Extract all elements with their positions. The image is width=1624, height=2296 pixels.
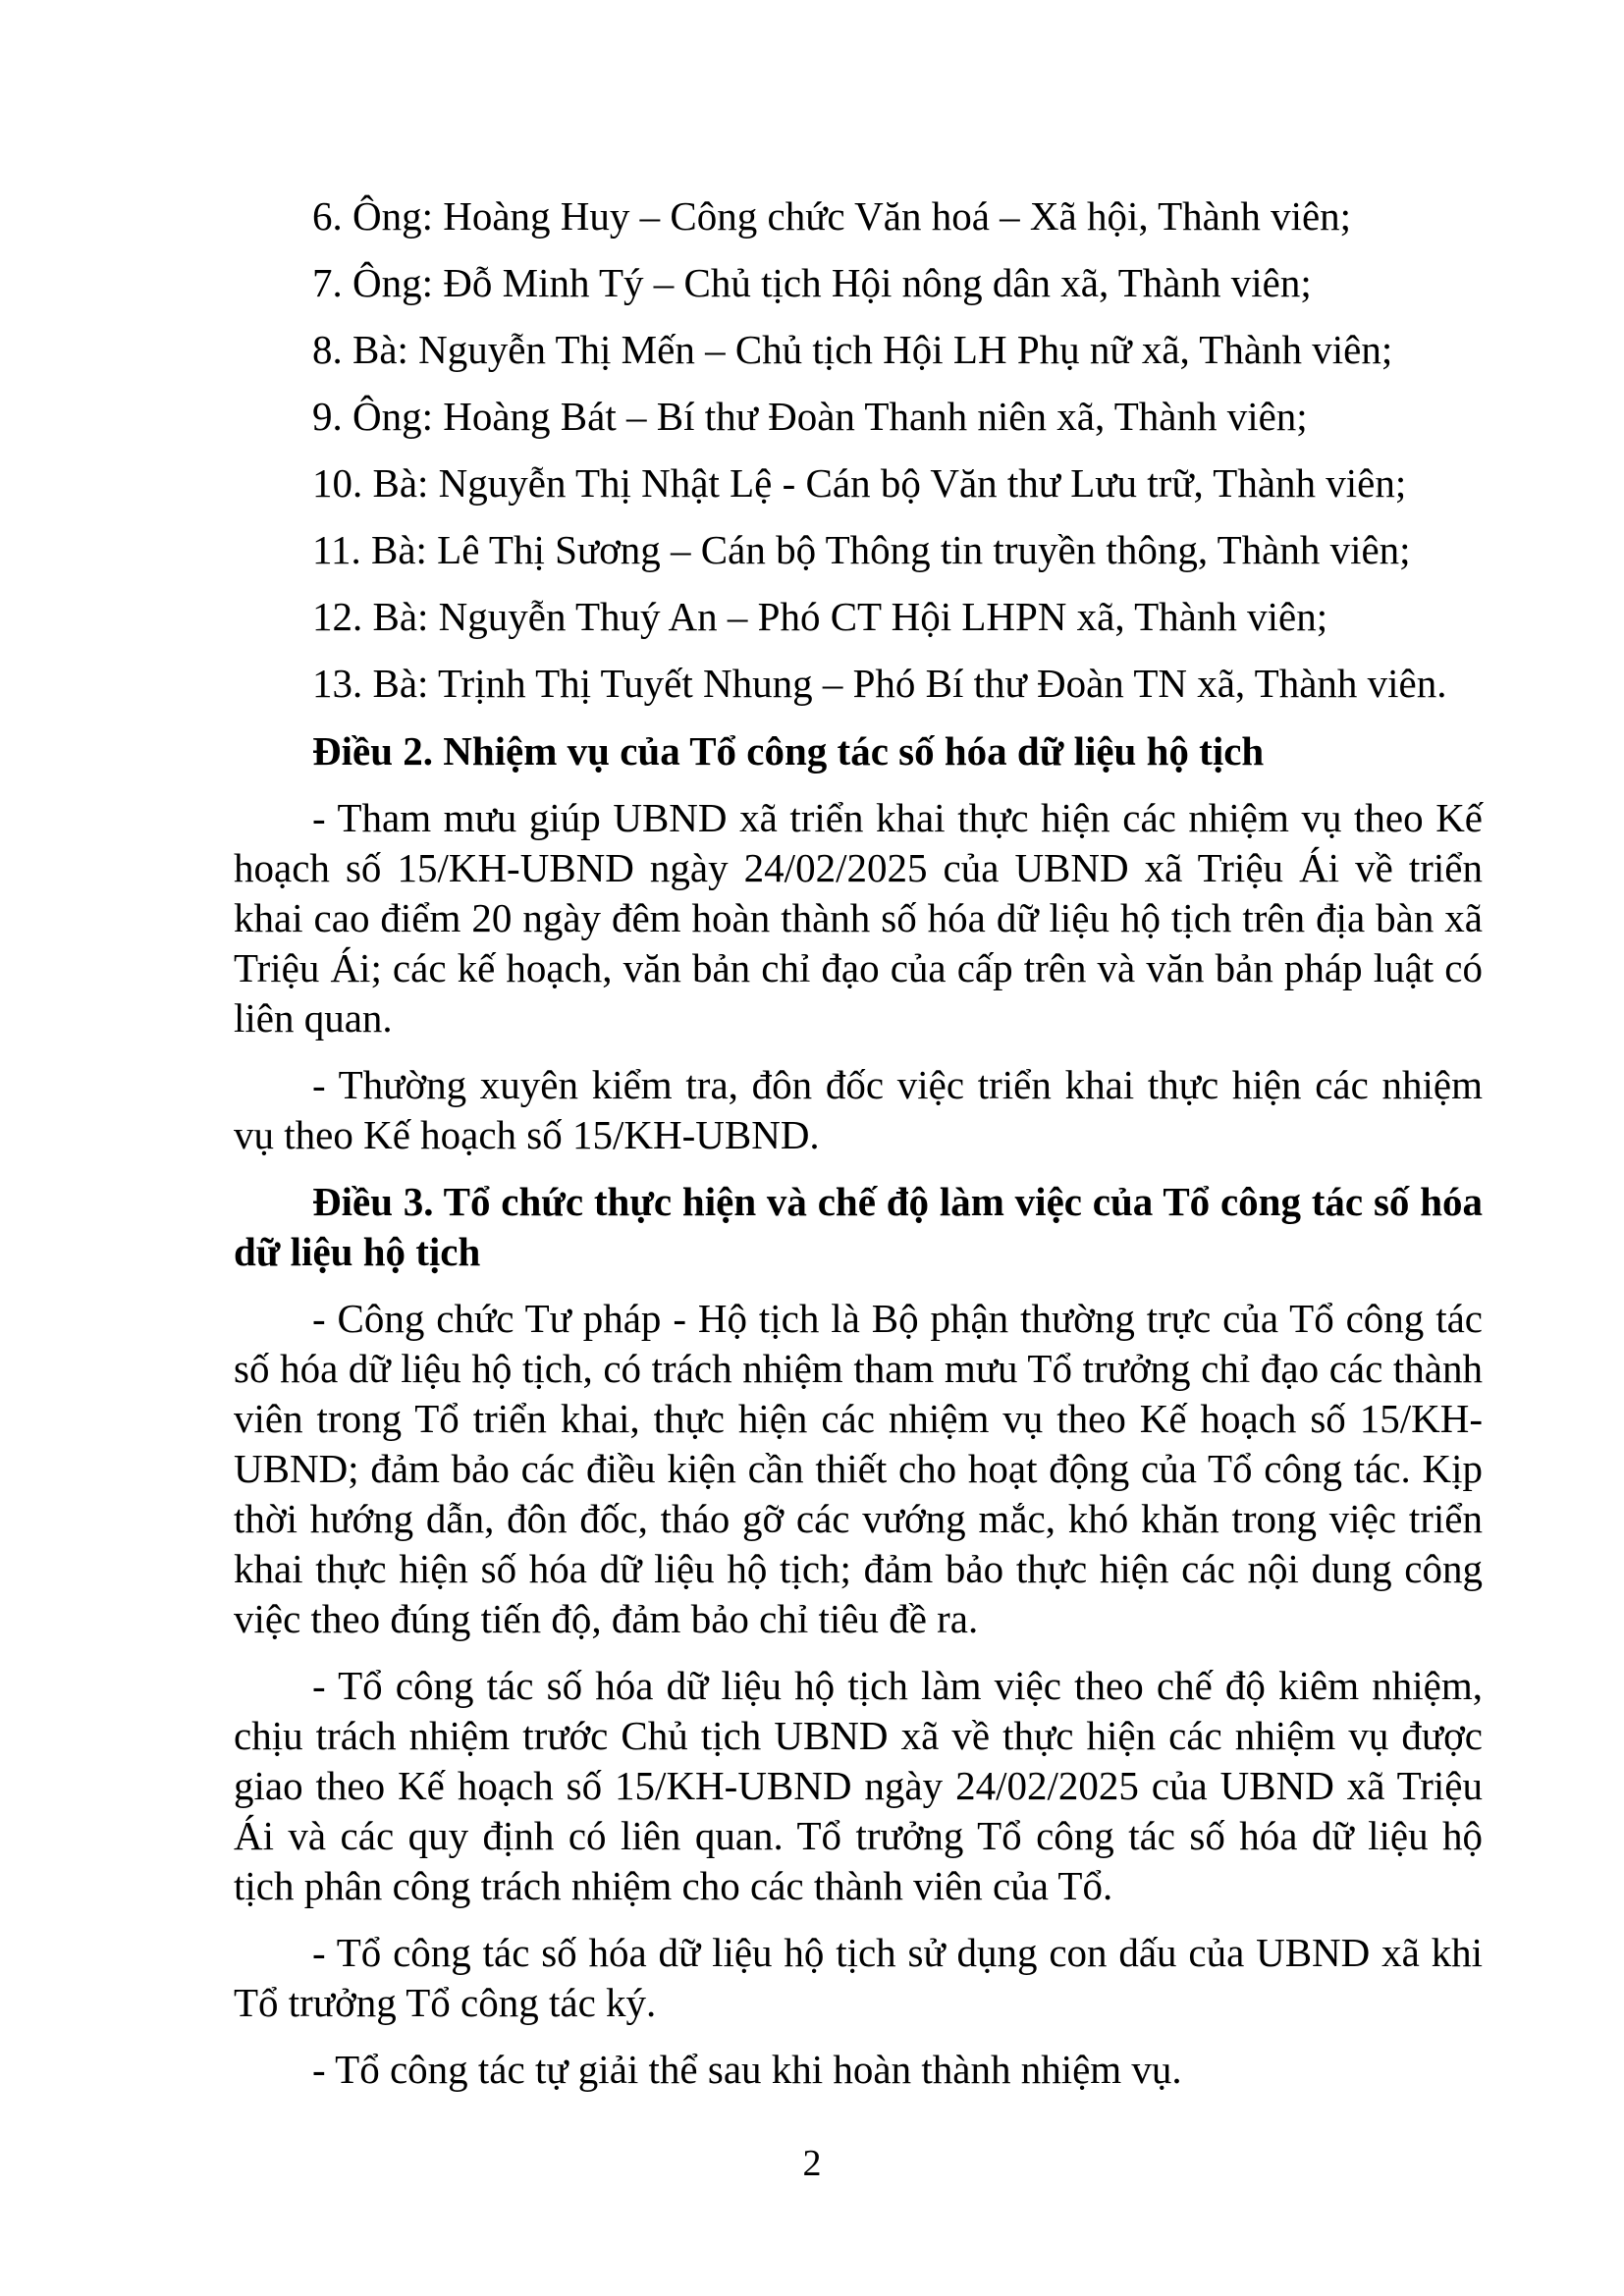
member-list <box>312 187 1490 721</box>
member-item: 7. Ông: Đỗ Minh Tý – Chủ tịch Hội nông dân xã, Thành viên; <box>312 260 1312 305</box>
member-item: 11. Bà: Lê Thị Sương – Cán bộ Thông tin truyền thông, Thành viên; <box>312 527 1411 572</box>
member-item: 10. Bà: Nguyễn Thị Nhật Lệ - Cán bộ Văn thư Lưu trữ, Thành viên; <box>312 460 1407 506</box>
article-3-heading: Điều 3. Tổ chức thực hiện và chế độ làm việc của Tổ công tác số hóa dữ liệu hộ tịch <box>234 1179 1483 1274</box>
member-item: 12. Bà: Nguyễn Thuý An – Phó CT Hội LHPN xã, Thành viên; <box>312 594 1328 639</box>
article-2-paragraph: - Tham mưu giúp UBND xã triển khai thực hiện các nhiệm vụ theo Kế hoạch số 15/KH-UBND ngày 24/02/2025 của UBND xã Triệu Ái về triển khai cao điểm 20 ngày đêm hoàn thành số hóa dữ liệu hộ tịch trên địa bàn xã Triệu Ái; các kế hoạch, văn bản chỉ đạo của cấp trên và văn bản pháp luật có liên quan. <box>234 795 1483 1041</box>
member-item: 8. Bà: Nguyễn Thị Mến – Chủ tịch Hội LH Phụ nữ xã, Thành viên; <box>312 327 1393 372</box>
article-3-paragraph: - Tổ công tác tự giải thể sau khi hoàn thành nhiệm vụ. <box>312 2047 1182 2092</box>
document-body <box>234 726 1483 2095</box>
member-item: 9. Ông: Hoàng Bát – Bí thư Đoàn Thanh niên xã, Thành viên; <box>312 394 1308 439</box>
page-number: 2 <box>802 2143 822 2184</box>
article-2-paragraph: - Thường xuyên kiểm tra, đôn đốc việc triển khai thực hiện các nhiệm vụ theo Kế hoạch số 15/KH-UBND. <box>234 1062 1483 1157</box>
article-3-paragraph: - Tổ công tác số hóa dữ liệu hộ tịch sử dụng con dấu của UBND xã khi Tổ trưởng Tổ công tác ký. <box>234 1930 1483 2025</box>
article-3-paragraph: - Tổ công tác số hóa dữ liệu hộ tịch làm việc theo chế độ kiêm nhiệm, chịu trách nhiệm trước Chủ tịch UBND xã về thực hiện các nhiệm vụ được giao theo Kế hoạch số 15/KH-UBND ngày 24/02/2025 của UBND xã Triệu Ái và các quy định có liên quan. Tổ trưởng Tổ công tác số hóa dữ liệu hộ tịch phân công trách nhiệm cho các thành viên của Tổ. <box>234 1663 1483 1908</box>
member-item: 6. Ông: Hoàng Huy – Công chức Văn hoá – Xã hội, Thành viên; <box>312 193 1352 239</box>
article-3-paragraph: - Công chức Tư pháp - Hộ tịch là Bộ phận thường trực của Tổ công tác số hóa dữ liệu hộ tịch, có trách nhiệm tham mưu Tổ trưởng chỉ đạo các thành viên trong Tổ triển khai, thực hiện các nhiệm vụ theo Kế hoạch số 15/KH-UBND; đảm bảo các điều kiện cần thiết cho hoạt động của Tổ công tác. Kịp thời hướng dẫn, đôn đốc, tháo gỡ các vướng mắc, khó khăn trong việc triển khai thực hiện số hóa dữ liệu hộ tịch; đảm bảo thực hiện các nội dung công việc theo đúng tiến độ, đảm bảo chỉ tiêu đề ra. <box>234 1296 1483 1641</box>
article-2-heading: Điều 2. Nhiệm vụ của Tổ công tác số hóa dữ liệu hộ tịch <box>312 728 1265 774</box>
member-item: 13. Bà: Trịnh Thị Tuyết Nhung – Phó Bí thư Đoàn TN xã, Thành viên. <box>312 661 1447 706</box>
